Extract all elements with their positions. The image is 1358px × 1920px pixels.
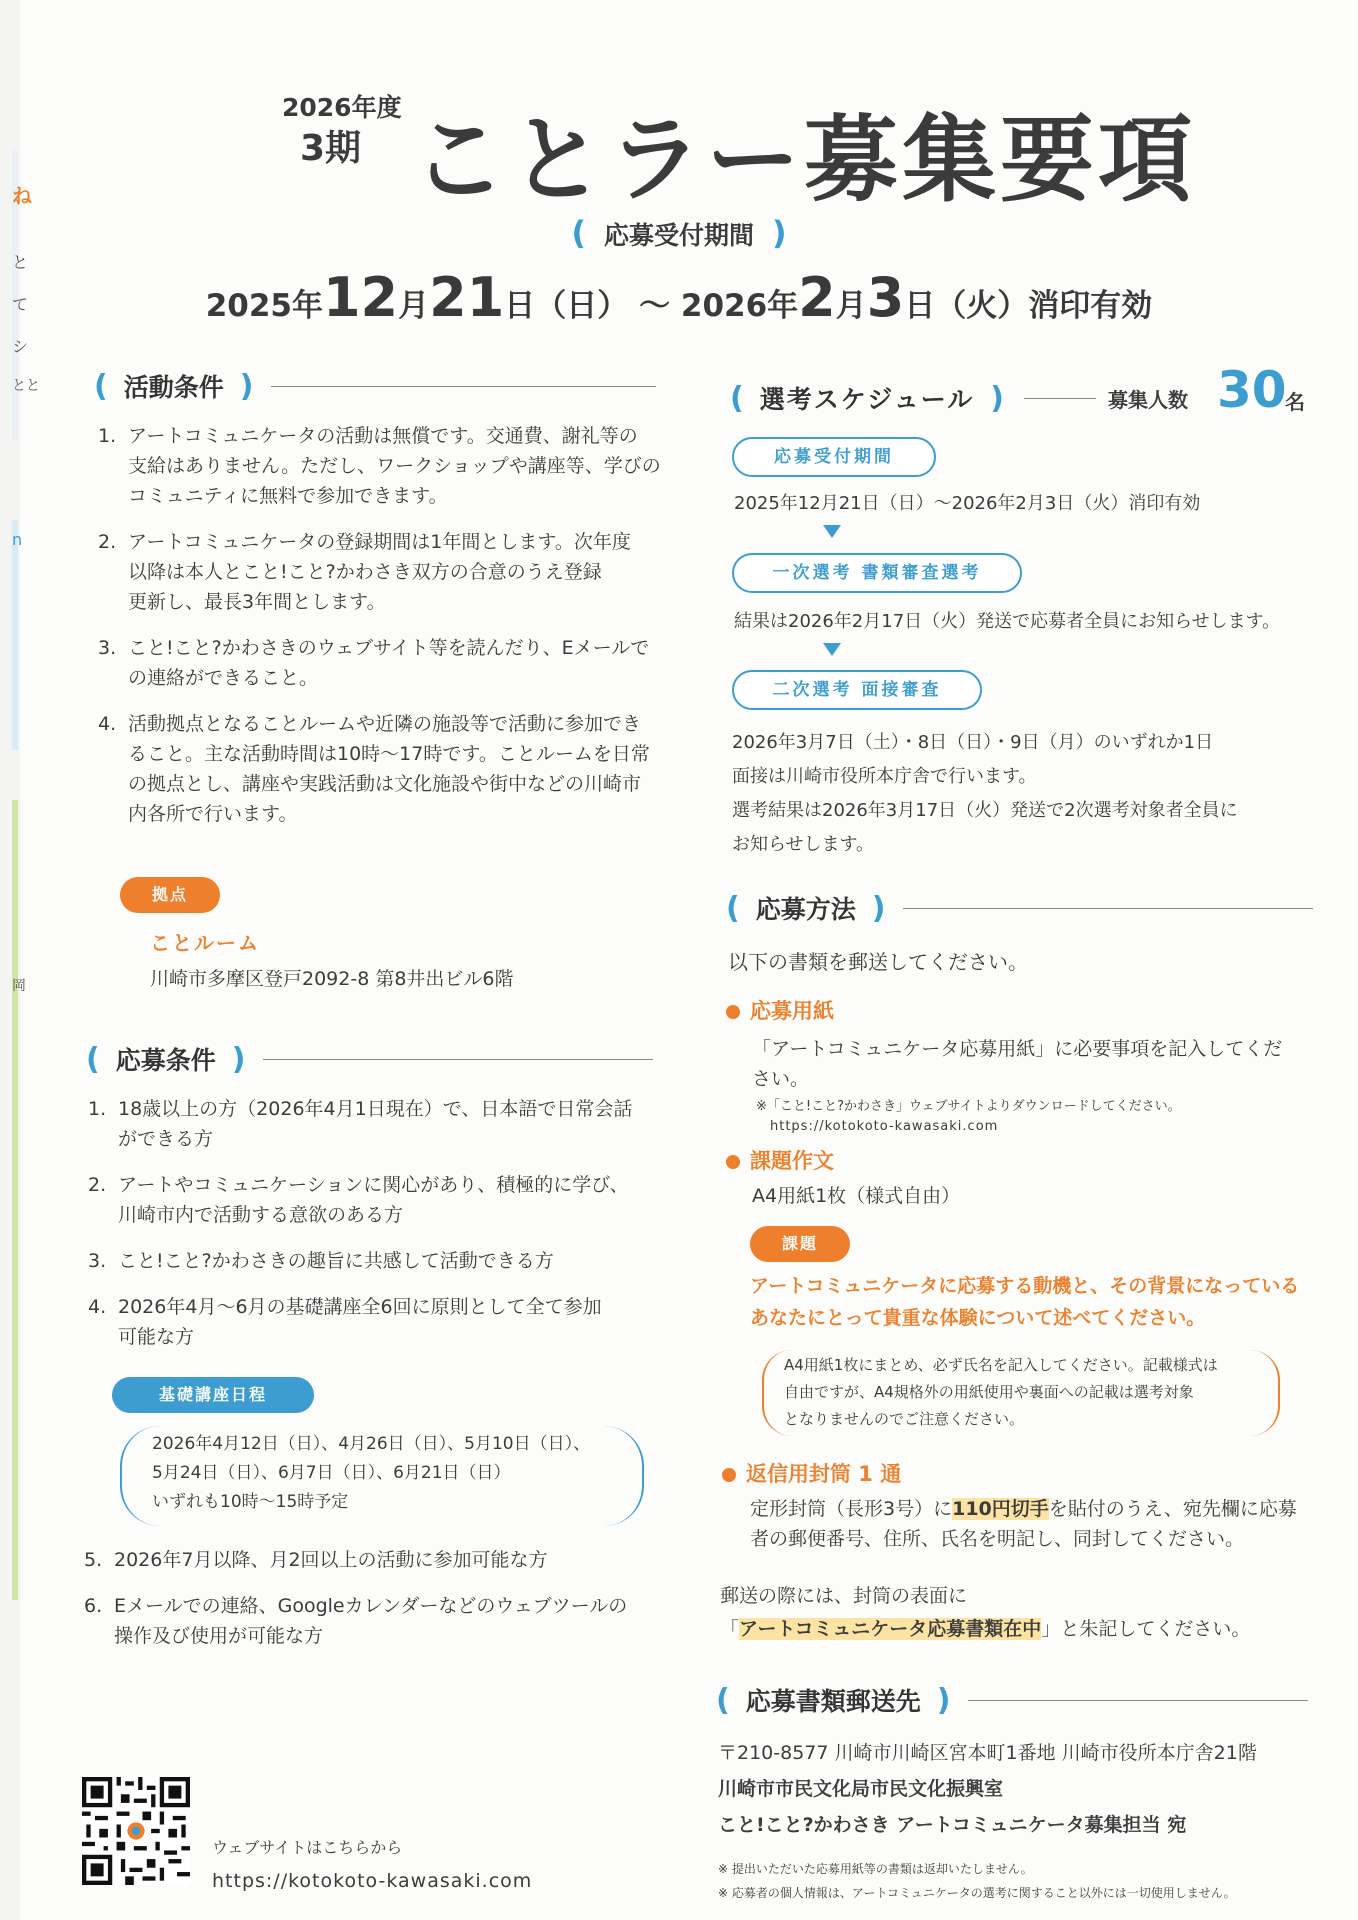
edge-color-band-blue [12,520,18,750]
line: あなたにとって貴重な体験について述べてください。 [750,1307,1206,1329]
line: 支給はありません。ただし、ワークショップや講座等、学びの [128,455,661,477]
activity-title: 活動条件 [123,373,224,402]
line: 5月24日（日）、6月7日（日）、6月21日（日） [152,1463,511,1483]
period-label-text: 応募受付期間 [603,221,754,250]
close-paren-icon: ) [871,890,886,926]
recruit-unit: 名 [1285,390,1305,414]
method-intro: 以下の書類を郵送してください。 [728,950,1028,974]
period-year-2: 2026年 [680,288,799,324]
line: ること。主な活動時間は10時～17時です。ことルームを日常 [128,743,650,765]
method-title: 応募方法 [755,895,856,924]
schedule-badge: 基礎講座日程 [112,1377,314,1413]
topic-note [784,1352,1218,1433]
list-item [88,1246,668,1276]
close-paren-icon: ) [231,1041,246,1077]
period-month-unit-2: 月 [835,288,867,324]
step1-text: 2025年12月21日（日）～2026年2月3日（火）消印有効 [734,493,1201,514]
edge-text-3: て [12,295,29,314]
line: 「アートコミュニケータ応募用紙」に必要事項を記入してくだ [752,1038,1283,1060]
form-title: 応募用紙 [750,999,834,1023]
line: A4用紙1枚にまとめ、必ず氏名を記入してください。記載様式は [784,1356,1218,1374]
base-badge: 拠点 [120,877,220,913]
open-paren-icon: ( [571,214,586,252]
line: さい。 [752,1068,810,1090]
line: 2026年4月12日（日）、4月26日（日）、5月10日（日）、 [152,1434,591,1454]
text: 」と朱記してください。 [1041,1618,1251,1640]
line: 2026年3月7日（土）・8日（日）・9日（月）のいずれか1日 [732,732,1214,753]
section-rule [1024,398,1096,399]
bullet-icon [726,1155,740,1169]
list-number: 5. [84,1549,103,1571]
line: こと!こと?かわさきのウェブサイト等を読んだり、Eメールで [128,637,650,659]
bullet-icon [726,1005,740,1019]
list-number: 4. [88,1296,107,1318]
line: 可能な方 [118,1326,195,1348]
list-item [88,1094,668,1154]
line: 郵送の際には、封筒の表面に [720,1585,968,1607]
list-item [84,1545,674,1575]
activity-list [98,421,673,845]
line: 操作及び使用が可能な方 [114,1625,324,1647]
address-title: 応募書類郵送先 [745,1687,921,1716]
list-number: 2. [88,1174,107,1196]
line: の拠点とし、講座や実践活動は文化施設や街中などの川崎市 [128,773,642,795]
line: お知らせします。 [732,834,875,855]
schedule-title: 選考スケジュール [759,385,975,414]
eligibility-list [88,1094,668,1368]
schedule-section-header [730,380,1096,416]
edge-text-2: と [12,253,29,272]
line: 選考結果は2026年3月17日（火）発送で2次選考対象者全員に [732,800,1238,821]
mail-highlight: アートコミュニケータ応募書類在中 [739,1618,1042,1640]
line: ※「こと!こと?かわさき」ウェブサイトよりダウンロードしてください。 [756,1099,1181,1114]
list-number: 6. [84,1595,103,1617]
schedule-dates [152,1430,590,1517]
line: 川崎市内で活動する意欲のある方 [118,1204,404,1226]
header-year: 2026年度 [282,93,402,122]
close-paren-icon: ) [239,368,254,404]
list-item [88,1170,668,1230]
envelope-title: 返信用封筒 1 通 [746,1462,902,1486]
list-number: 1. [88,1098,107,1120]
line: https://kotokoto-kawasaki.com [770,1119,999,1134]
header-term: 3期 [300,128,362,169]
recruit-number: 30 [1217,361,1287,419]
open-paren-icon: ( [730,380,744,416]
list-number: 3. [88,1250,107,1272]
line: 内各所で行います。 [128,803,298,825]
period-year-1: 2025年 [205,288,323,324]
period-label [0,214,1358,252]
list-number: 2. [98,531,117,553]
mail-instructions [720,1580,1250,1646]
line: 18歳以上の方（2026年4月1日現在）で、日本語で日常会話 [118,1098,633,1120]
address-line-3: こと!こと?かわさき アートコミュニケータ募集担当 宛 [718,1814,1187,1836]
open-paren-icon: ( [716,1682,730,1718]
form-note [756,1097,1181,1137]
line: 2026年4月～6月の基礎講座全6回に原則として全て参加 [118,1296,602,1318]
eligibility-section-header [86,1041,653,1077]
list-item [98,633,673,693]
qr-code-icon[interactable] [82,1777,190,1885]
text: を貼付のうえ、宛先欄に応募 [1048,1498,1297,1520]
line: 以降は本人とこと!こと?かわさき双方の合意のうえ登録 [128,561,602,583]
line: アートコミュニケータの活動は無償です。交通費、謝礼等の [128,425,638,447]
list-item [98,709,673,829]
period-month-2: 2 [798,266,836,329]
line: こと!こと?かわさきの趣旨に共感して活動できる方 [118,1250,554,1272]
envelope-text [750,1494,1297,1554]
address-line-1: 〒210-8577 川崎市川崎区宮本町1番地 川崎市役所本庁舎21階 [718,1742,1257,1764]
line: 者の郵便番号、住所、氏名を明記し、同封してください。 [750,1528,1245,1550]
open-paren-icon: ( [94,368,108,404]
period-day-1: 21 [429,266,505,329]
line: 2026年7月以降、月2回以上の活動に参加可能な方 [114,1549,548,1571]
line: 自由ですが、A4規格外の用紙使用や裏面への記載は選考対象 [784,1383,1194,1401]
line: の連絡ができること。 [128,667,319,689]
line: いずれも10時～15時予定 [152,1492,349,1512]
section-rule [263,1059,653,1060]
recruit-label: 募集人数 [1108,388,1188,412]
text: 「 [720,1618,740,1640]
page-title: ことラー募集要項 [412,106,1197,215]
close-paren-icon: ) [936,1682,951,1718]
list-item [98,421,673,511]
address-line-2: 川崎市市民文化局市民文化振興室 [718,1778,1004,1800]
open-paren-icon: ( [726,890,740,926]
line: アートコミュニケータに応募する動機と、その背景になっている [750,1275,1300,1297]
list-item [98,527,673,617]
edge-text-7: 岡 [12,978,26,994]
period-day-2: 3 [866,266,905,329]
eligibility-title: 応募条件 [115,1046,216,1075]
essay-heading [726,1146,834,1176]
essay-text: A4用紙1枚（様式自由） [752,1185,961,1207]
period-month-unit-1: 月 [398,288,430,324]
topic-text [750,1270,1299,1334]
step3-badge: 二次選考 面接審査 [732,670,982,710]
line: 更新し、最長3年間とします。 [128,591,386,613]
close-paren-icon: ) [772,214,787,252]
arrow-down-icon [823,525,841,538]
envelope-heading [722,1459,901,1489]
essay-title: 課題作文 [750,1149,834,1173]
edge-text-6: n [12,530,23,549]
arrow-down-icon [823,643,841,656]
base-name: ことルーム [150,931,260,955]
line: ※ 提出いただいた応募用紙等の書類は返却いたしません。 [718,1862,1033,1876]
section-rule [968,1700,1308,1701]
section-rule [271,386,656,387]
method-section-header [726,890,1313,926]
line: 活動拠点となることルームや近隣の施設等で活動に参加でき [128,713,642,735]
line: コミュニティに無料で参加できます。 [128,485,448,507]
list-item [88,1292,668,1352]
step2-text: 結果は2026年2月17日（火）発送で応募者全員にお知らせします。 [734,611,1281,632]
line: アートやコミュニケーションに関心があり、積極的に学び、 [118,1174,629,1196]
website-url[interactable]: https://kotokoto-kawasaki.com [212,1870,533,1892]
section-rule [903,908,1313,909]
address-notes [718,1857,1236,1905]
period-month-1: 12 [322,266,399,329]
period-weekday-1: 日（日） [504,288,629,324]
period-separator: ～ [628,288,681,324]
list-number: 4. [98,713,117,735]
step2-badge: 一次選考 書類審査選考 [732,553,1022,593]
list-item [84,1591,674,1651]
base-address: 川崎市多摩区登戸2092-8 第8井出ビル6階 [150,968,514,990]
activity-section-header [94,368,656,404]
edge-color-band-green [12,800,18,1600]
edge-text-4: シ [12,337,29,356]
line: ※ 応募者の個人情報は、アートコミュニケータの選考に関すること以外には一切使用しません。 [718,1886,1236,1900]
bullet-icon [722,1468,736,1482]
step3-text [732,726,1238,862]
eligibility-list-2 [84,1545,674,1667]
line: ができる方 [118,1128,214,1150]
step1-badge: 応募受付期間 [732,437,936,477]
list-number: 1. [98,425,117,447]
topic-badge: 課題 [750,1226,850,1262]
line: アートコミュニケータの登録期間は1年間とします。次年度 [128,531,631,553]
text: 定形封筒（長形3号）に [750,1498,953,1520]
form-text [752,1034,1282,1094]
open-paren-icon: ( [86,1041,100,1077]
line: となりませんのでご注意ください。 [784,1410,1025,1428]
edge-text-5: とと [12,378,40,394]
close-paren-icon: ) [990,380,1004,416]
line: 面接は川崎市役所本庁舎で行います。 [732,766,1037,787]
list-number: 3. [98,637,117,659]
stamp-highlight: 110円切手 [952,1498,1049,1520]
line: Eメールでの連絡、Googleカレンダーなどのウェブツールの [114,1595,628,1617]
edge-text-1: ね [12,184,32,208]
period-weekday-2: 日（火）消印有効 [904,288,1153,324]
period-date [0,266,1358,329]
address-section-header [716,1682,1308,1718]
website-label: ウェブサイトはこちらから [212,1838,403,1857]
form-heading [726,996,834,1026]
